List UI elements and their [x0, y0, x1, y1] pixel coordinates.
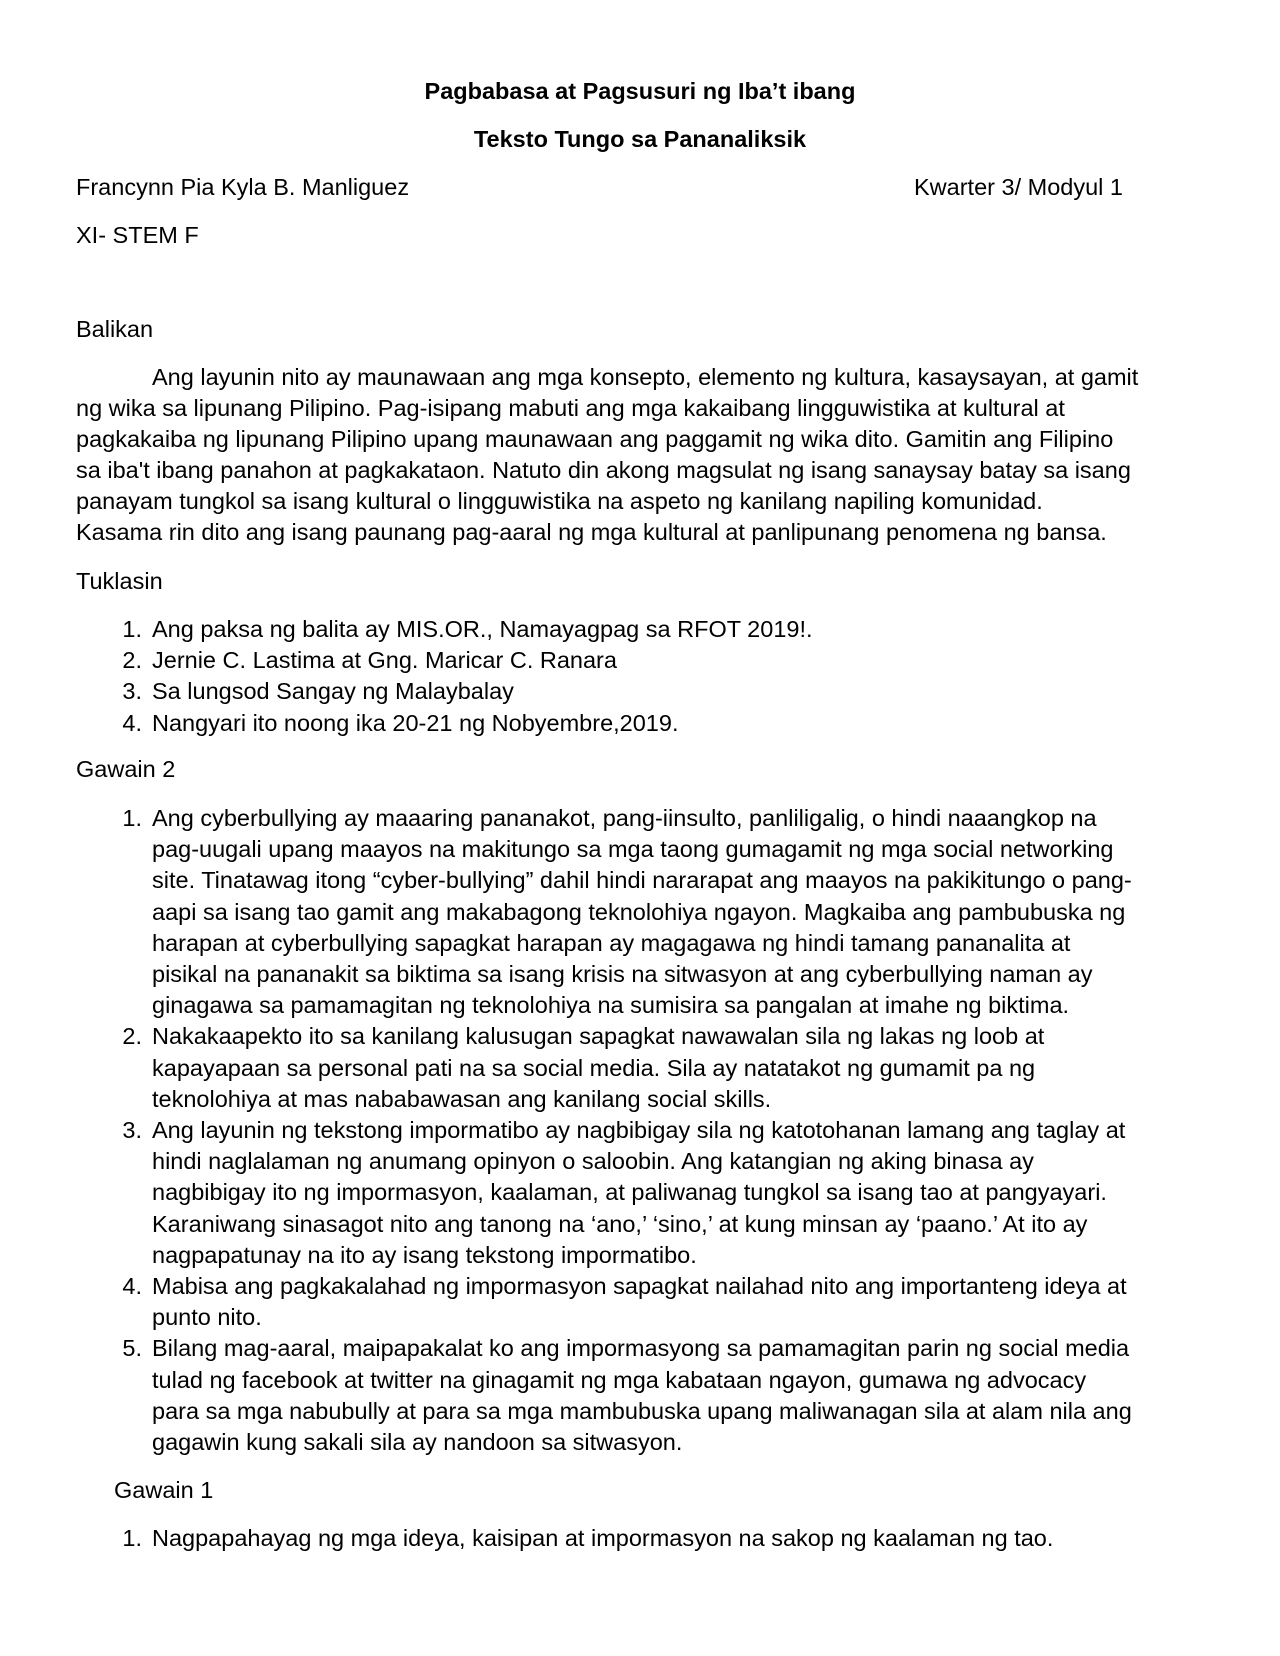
list-number: 3.	[122, 1117, 142, 1144]
list-item	[76, 1333, 1206, 1458]
balikan-line: panayam tungkol sa isang kultural o lingguwistika na aspeto ng kanilang napiling komunidad.	[76, 488, 1043, 514]
balikan-line: sa iba't ibang panahon at pagkakataon. Natuto din akong magsulat ng isang sanaysay batay sa isang	[76, 457, 1131, 483]
list-item-line: hindi naglalaman ng anumang opinyon o saloobin. Ang katangian ng aking binasa ay	[152, 1148, 1034, 1175]
gawain2-list	[76, 803, 1206, 1458]
tuklasin-list	[76, 614, 1206, 739]
list-item-line: nagbibigay ito ng impormasyon, kaalaman, at paliwanag tungkol sa isang tao at pangyayari.	[152, 1179, 1107, 1206]
list-item-line: pisikal na pananakit sa biktima sa isang krisis na sitwasyon at ang cyberbullying naman ay	[152, 961, 1093, 988]
list-item-text: Nagpapahayag ng mga ideya, kaisipan at impormasyon na sakop ng kaalaman ng tao.	[152, 1525, 1054, 1551]
list-item-line: Ang cyberbullying ay maaaring pananakot, pang-iinsulto, panliligalig, o hindi naaangkop na	[152, 805, 1097, 831]
list-item-line: harapan at cyberbullying sapagkat harapan ay magagawa ng hindi tamang pananalita at	[152, 929, 1071, 956]
list-item-text: Ang paksa ng balita ay MIS.OR., Namayagpag sa RFOT 2019!.	[152, 616, 813, 642]
list-item-text: Nangyari ito noong ika 20-21 ng Nobyembre,2019.	[152, 709, 679, 736]
list-item-line: Ang layunin ng tekstong impormatibo ay nagbibigay sila ng katotohanan lamang ang taglay at	[152, 1117, 1126, 1144]
list-item	[76, 803, 1206, 1021]
section-heading-gawain1: Gawain 1	[114, 1477, 214, 1503]
list-number: 1.	[122, 805, 142, 831]
list-item-text: Jernie C. Lastima at Gng. Maricar C. Ranara	[152, 647, 617, 674]
list-item-line: site. Tinatawag itong “cyber-bullying” dahil hindi nararapat ang maayos na pakikitungo o pang-	[152, 867, 1132, 894]
balikan-line: Kasama rin dito ang isang paunang pag-aaral ng mga kultural at panlipunang penomena ng bansa.	[76, 519, 1107, 545]
balikan-line: pagkakaiba ng lipunang Pilipino upang maunawaan ang paggamit ng wika dito. Gamitin ang Filipino	[76, 426, 1114, 452]
list-item-line: ginagawa sa pamamagitan ng teknolohiya na sumisira sa pangalan at imahe ng biktima.	[152, 992, 1070, 1019]
list-number: 1.	[122, 1525, 142, 1551]
balikan-line: Ang layunin nito ay maunawaan ang mga konsepto, elemento ng kultura, kasaysayan, at gamit	[152, 364, 1139, 390]
list-item	[76, 708, 1206, 739]
list-item	[76, 1523, 1206, 1554]
balikan-line: ng wika sa lipunang Pilipino. Pag-isipang mabuti ang mga kakaibang lingguwistika at kultural at	[76, 395, 1065, 421]
list-item	[76, 645, 1206, 676]
class-section: XI- STEM F	[76, 222, 199, 248]
list-number: 1.	[122, 616, 142, 642]
list-number: 2.	[122, 1023, 142, 1050]
section-heading-tuklasin: Tuklasin	[76, 568, 163, 594]
list-item	[76, 1271, 1206, 1333]
quarter-module: Kwarter 3/ Modyul 1	[914, 174, 1123, 200]
list-item-line: para sa mga nabubully at para sa mga mambubuska upang maliwanagan sila at alam nila ang	[152, 1397, 1132, 1424]
list-item-line: nagpapatunay na ito ay isang tekstong impormatibo.	[152, 1241, 697, 1268]
list-number: 2.	[122, 647, 142, 674]
list-item-line: Mabisa ang pagkakalahad ng impormasyon sapagkat nailahad nito ang importanteng ideya at	[152, 1273, 1127, 1300]
list-item	[76, 1021, 1206, 1115]
list-item-line: Bilang mag-aaral, maipapakalat ko ang impormasyong sa pamamagitan parin ng social media	[152, 1335, 1130, 1362]
list-number: 4.	[122, 709, 142, 736]
document-title-line1: Pagbabasa at Pagsusuri ng Iba’t ibang	[424, 78, 856, 104]
list-item-text: Sa lungsod Sangay ng Malaybalay	[152, 678, 514, 705]
list-item-line: teknolohiya at mas nababawasan ang kanilang social skills.	[152, 1085, 772, 1112]
list-item-line: aapi sa isang tao gamit ang makabagong teknolohiya ngayon. Magkaiba ang pambubuska ng	[152, 898, 1126, 925]
list-item-line: Nakakaapekto ito sa kanilang kalusugan sapagkat nawawalan sila ng lakas ng loob at	[152, 1023, 1045, 1050]
list-item-line: gagawin kung sakali sila ay nandoon sa sitwasyon.	[152, 1429, 683, 1456]
section-heading-gawain2: Gawain 2	[76, 756, 176, 782]
list-number: 5.	[122, 1335, 142, 1362]
list-number: 4.	[122, 1273, 142, 1300]
gawain1-list	[76, 1523, 1206, 1554]
list-item-line: Karaniwang sinasagot nito ang tanong na ‘ano,’ ‘sino,’ at kung minsan ay ‘paano.’ At ito ay	[152, 1210, 1088, 1237]
list-item	[76, 676, 1206, 707]
document-title-line2: Teksto Tungo sa Pananaliksik	[473, 126, 807, 152]
list-item	[76, 614, 1206, 645]
list-number: 3.	[122, 678, 142, 705]
list-item	[76, 1115, 1206, 1271]
list-item-line: punto nito.	[152, 1304, 262, 1331]
author-name: Francynn Pia Kyla B. Manliguez	[76, 174, 410, 200]
section-heading-balikan: Balikan	[76, 316, 154, 342]
list-item-line: tulad ng facebook at twitter na ginagamit ng mga kabataan ngayon, gumawa ng advocacy	[152, 1366, 1087, 1393]
list-item-line: kapayapaan sa personal pati na sa social media. Sila ay natatakot ng gumamit pa ng	[152, 1054, 1036, 1081]
list-item-line: pag-uugali upang maayos na makitungo sa mga taong gumagamit ng mga social networking	[152, 836, 1114, 863]
